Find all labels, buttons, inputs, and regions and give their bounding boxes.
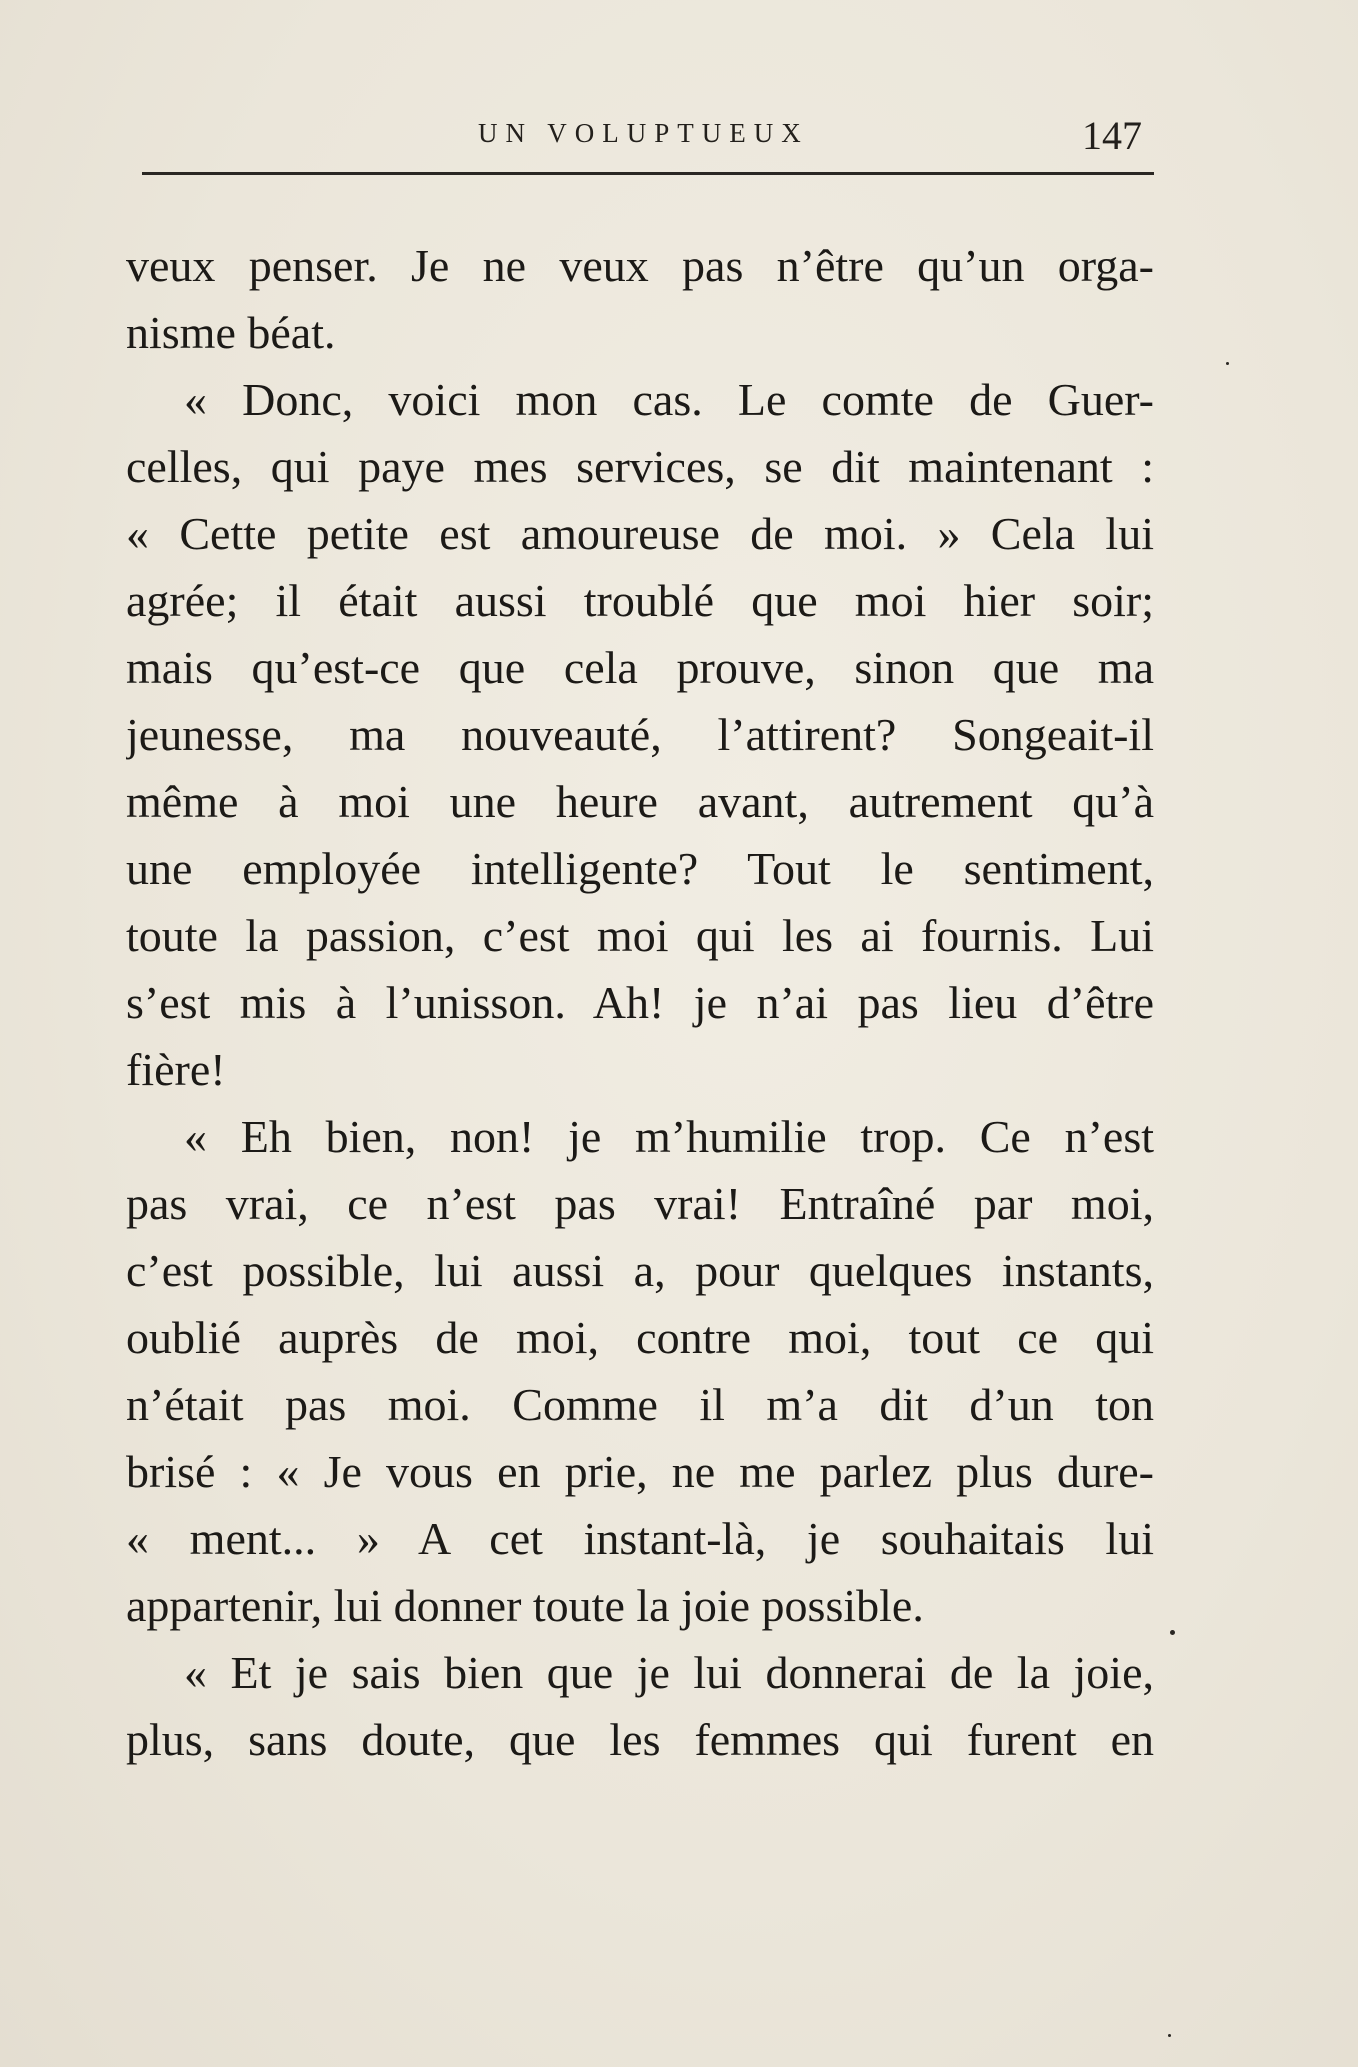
text-line: oublié auprès de moi, contre moi, tout ce qui <box>126 1312 1154 1363</box>
text-line: même à moi une heure avant, autrement qu’à <box>126 776 1154 827</box>
running-head <box>0 112 1358 162</box>
text-line: « ment... » A cet instant-là, je souhaitais lui <box>126 1513 1154 1564</box>
text-line: plus, sans doute, que les femmes qui furent en <box>126 1714 1154 1765</box>
text-line: jeunesse, ma nouveauté, l’attirent? Songeait-il <box>126 709 1154 760</box>
text-line: pas vrai, ce n’est pas vrai! Entraîné par moi, <box>126 1178 1154 1229</box>
text-line: « Cette petite est amoureuse de moi. » Cela lui <box>126 508 1154 559</box>
text-line: c’est possible, lui aussi a, pour quelques instants, <box>126 1245 1154 1296</box>
text-line: veux penser. Je ne veux pas n’être qu’un orga- <box>126 240 1154 291</box>
running-title: UN VOLUPTUEUX <box>478 118 809 148</box>
header-rule <box>142 172 1154 175</box>
text-line: agrée; il était aussi troublé que moi hier soir; <box>126 575 1154 626</box>
body-text <box>126 232 1154 1773</box>
text-line: n’était pas moi. Comme il m’a dit d’un ton <box>126 1379 1154 1430</box>
text-line: « Eh bien, non! je m’humilie trop. Ce n’est <box>184 1111 1154 1162</box>
print-speck <box>1168 2034 1171 2037</box>
text-line: appartenir, lui donner toute la joie possible. <box>126 1580 924 1631</box>
text-line: s’est mis à l’unisson. Ah! je n’ai pas lieu d’être <box>126 977 1154 1028</box>
text-line: « Donc, voici mon cas. Le comte de Guer- <box>184 374 1154 425</box>
page-number: 147 <box>1082 113 1142 158</box>
text-line: mais qu’est-ce que cela prouve, sinon que ma <box>126 642 1154 693</box>
text-line: toute la passion, c’est moi qui les ai fournis. Lui <box>126 910 1154 961</box>
print-speck <box>1226 362 1229 365</box>
text-line: une employée intelligente? Tout le sentiment, <box>126 843 1154 894</box>
text-line: celles, qui paye mes services, se dit maintenant : <box>126 441 1154 492</box>
text-line: nisme béat. <box>126 307 336 358</box>
text-line: fière! <box>126 1044 226 1095</box>
text-line: « Et je sais bien que je lui donnerai de la joie, <box>184 1647 1154 1698</box>
text-line: brisé : « Je vous en prie, ne me parlez plus dure- <box>126 1446 1154 1497</box>
print-speck <box>1170 1630 1175 1635</box>
